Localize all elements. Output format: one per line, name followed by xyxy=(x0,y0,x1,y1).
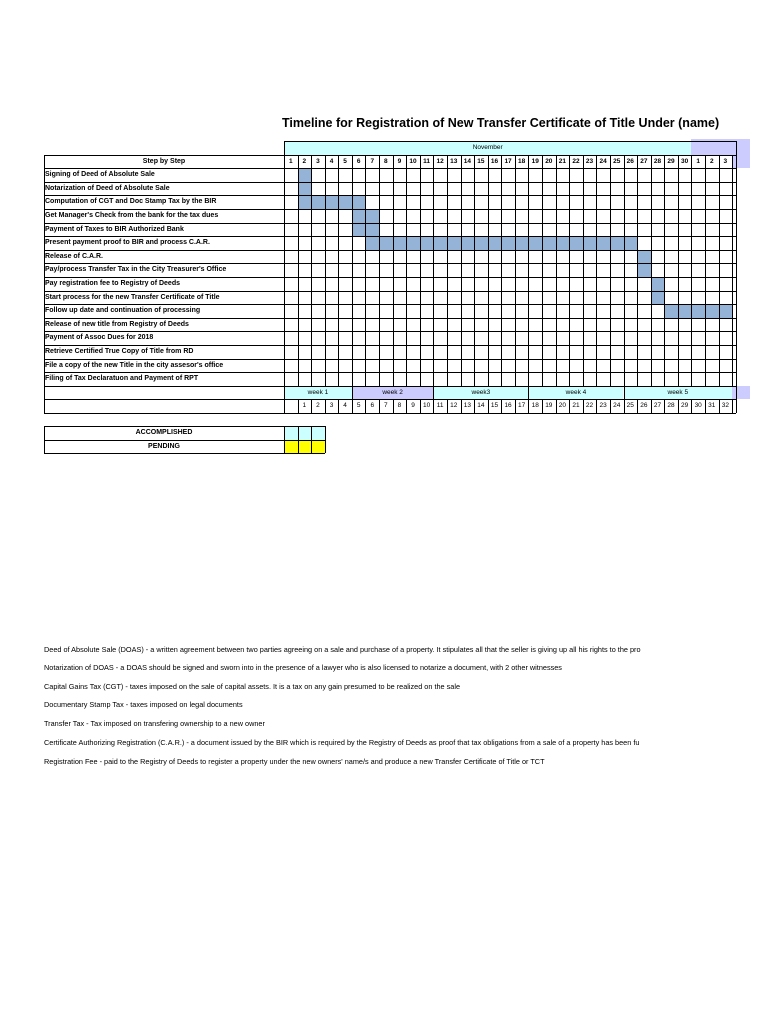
legend-col-line xyxy=(311,426,312,453)
task-bar xyxy=(298,195,366,209)
grid-col-line xyxy=(515,155,516,386)
grid-col-line xyxy=(719,155,720,386)
day-header-cell: 2 xyxy=(709,157,714,165)
grid-row-line xyxy=(44,386,736,387)
grid-row-line xyxy=(44,372,736,373)
task-bar xyxy=(664,304,732,318)
grid-col-line xyxy=(691,399,692,413)
grid-row-line xyxy=(44,331,736,332)
legend-pending-swatch xyxy=(284,440,298,454)
grid-col-line xyxy=(528,399,529,413)
grid-col-line xyxy=(406,155,407,386)
day-header-cell: 5 xyxy=(343,157,347,165)
grid-col-line xyxy=(583,399,584,413)
day-footer-cell: 25 xyxy=(626,402,634,410)
day-footer-cell: 13 xyxy=(463,402,471,410)
grid-col-line xyxy=(379,155,380,386)
grid-row-line xyxy=(44,399,736,400)
day-header-cell: 9 xyxy=(397,157,402,165)
grid-col-line xyxy=(556,155,557,386)
task-label: Release of new title from Registry of Deeds xyxy=(45,320,189,328)
day-header-cell: 17 xyxy=(504,157,512,165)
day-footer-cell: 16 xyxy=(504,402,512,410)
grid-row-line xyxy=(44,209,736,210)
grid-row-line xyxy=(44,155,736,156)
legend-col-line xyxy=(298,426,299,453)
day-header-cell: 25 xyxy=(613,157,621,165)
grid-col-line xyxy=(732,399,733,413)
legend-col-line xyxy=(325,426,326,453)
grid-col-line xyxy=(651,155,652,386)
grid-col-line xyxy=(542,399,543,413)
day-header-cell: 4 xyxy=(329,157,334,165)
grid-col-line xyxy=(610,399,611,413)
task-label: Notarization of Deed of Absolute Sale xyxy=(45,184,170,192)
grid-col-line xyxy=(325,155,326,386)
day-footer-cell: 4 xyxy=(343,402,347,410)
day-footer-cell: 5 xyxy=(356,402,361,410)
grid-col-line xyxy=(736,141,737,413)
day-footer-cell: 27 xyxy=(653,402,662,410)
day-header-cell: 1 xyxy=(696,157,700,165)
grid-col-line xyxy=(705,155,706,386)
task-label: Filing of Tax Declaratuon and Payment of RPT xyxy=(45,375,199,383)
grid-row-line xyxy=(44,359,736,360)
day-footer-cell: 8 xyxy=(397,402,402,410)
grid-col-line xyxy=(732,155,733,386)
grid-col-line xyxy=(298,155,299,386)
legend-row-line xyxy=(44,440,325,441)
day-footer-cell: 10 xyxy=(422,402,431,410)
day-header-cell: 10 xyxy=(409,157,417,165)
grid-row-line xyxy=(44,223,736,224)
grid-col-line xyxy=(556,399,557,413)
day-footer-cell: 2 xyxy=(316,402,320,410)
grid-col-line xyxy=(488,399,489,413)
day-footer-cell: 1 xyxy=(302,402,307,410)
day-header-cell: 11 xyxy=(423,157,431,165)
day-header-cell: 7 xyxy=(370,157,375,165)
day-footer-cell: 23 xyxy=(599,402,607,410)
legend-accomplished-label: ACCOMPLISHED xyxy=(135,429,193,436)
day-footer-cell: 3 xyxy=(329,402,334,410)
task-bar xyxy=(651,277,665,291)
task-label: Get Manager's Check from the bank for the tax dues xyxy=(45,212,219,219)
task-label: Payment of Taxes to BIR Authorized Bank xyxy=(45,225,184,233)
definition-registration-fee: Registration Fee - paid to the Registry of Deeds to register a property under the new owners' name/s and produce a new Transfer Certificate of Title or TCT xyxy=(44,757,545,766)
week-tail xyxy=(732,386,750,400)
day-header-cell: 14 xyxy=(463,157,471,165)
day-header-cell: 22 xyxy=(572,157,580,165)
task-label: File a copy of the new Title in the city assesor's office xyxy=(45,361,224,369)
grid-col-line xyxy=(705,399,706,413)
day-header-cell: 6 xyxy=(356,157,361,165)
grid-col-line xyxy=(420,399,421,413)
grid-row-line xyxy=(44,277,736,278)
grid-col-line xyxy=(44,155,45,413)
grid-col-line xyxy=(406,399,407,413)
grid-col-line xyxy=(637,155,638,386)
grid-col-line xyxy=(379,399,380,413)
grid-col-line xyxy=(596,155,597,386)
day-header-cell: 16 xyxy=(490,157,499,165)
day-footer-cell: 9 xyxy=(411,402,415,410)
grid-col-line xyxy=(664,399,665,413)
grid-col-line xyxy=(338,399,339,413)
day-footer-cell: 26 xyxy=(640,402,648,410)
legend-accomplished-swatch xyxy=(298,426,312,440)
legend-accomplished-swatch xyxy=(284,426,298,440)
day-footer-cell: 17 xyxy=(518,402,526,410)
grid-col-line xyxy=(420,155,421,386)
day-footer-cell: 15 xyxy=(490,402,499,410)
month-label: November xyxy=(472,144,503,151)
task-label: Signing of Deed of Absolute Sale xyxy=(45,171,155,179)
grid-col-line xyxy=(624,386,625,400)
grid-col-line xyxy=(501,399,502,413)
day-header-cell: 23 xyxy=(585,157,594,165)
grid-row-line xyxy=(44,182,736,183)
day-header-cell: 27 xyxy=(640,157,648,165)
step-header: Step by Step xyxy=(142,157,186,165)
task-label: Release of C.A.R. xyxy=(45,252,103,260)
grid-col-line xyxy=(678,155,679,386)
day-header-cell: 18 xyxy=(518,157,526,165)
day-footer-cell: 21 xyxy=(572,402,580,410)
day-header-cell: 29 xyxy=(667,157,675,165)
legend-row-line xyxy=(44,453,325,454)
definition-transfer-tax: Transfer Tax - Tax imposed on transfering ownership to a new owner xyxy=(44,719,265,728)
day-header-cell: 26 xyxy=(626,157,634,165)
grid-row-line xyxy=(44,263,736,264)
grid-col-line xyxy=(433,386,434,400)
day-header-cell: 13 xyxy=(450,157,458,165)
grid-col-line xyxy=(515,399,516,413)
grid-col-line xyxy=(542,155,543,386)
task-label: Pay registration fee to Registry of Deeds xyxy=(45,280,180,287)
day-header-cell: 1 xyxy=(288,157,293,165)
grid-col-line xyxy=(325,399,326,413)
grid-col-line xyxy=(433,155,434,386)
task-bar xyxy=(298,168,312,182)
day-footer-cell: 7 xyxy=(384,402,388,410)
definition-doas: Deed of Absolute Sale (DOAS) - a written agreement between two parties agreeing on a sale and purchase of a property. It stipulates all that the seller is giving up all his rights to the pro xyxy=(44,645,641,654)
grid-row-line xyxy=(44,345,736,346)
definition-cgt: Capital Gains Tax (CGT) - taxes imposed on the sale of capital assets. It is a tax on any gain presumed to be realized on the sale xyxy=(44,682,461,691)
legend-pending-swatch xyxy=(311,440,325,454)
day-footer-cell: 32 xyxy=(721,402,729,410)
grid-row-line xyxy=(44,291,736,292)
grid-col-line xyxy=(528,386,529,400)
day-footer-cell: 14 xyxy=(477,402,485,410)
task-label: Payment of Assoc Dues for 2018 xyxy=(45,334,154,342)
task-label: Retrieve Certified True Copy of Title from RD xyxy=(45,348,194,355)
grid-col-line xyxy=(610,155,611,386)
day-header-cell: 3 xyxy=(316,157,320,165)
day-footer-cell: 22 xyxy=(585,402,594,410)
day-footer-cell: 31 xyxy=(708,402,716,410)
day-header-cell: 12 xyxy=(436,157,444,165)
grid-col-line xyxy=(284,141,285,413)
grid-col-line xyxy=(393,399,394,413)
grid-col-line xyxy=(433,399,434,413)
grid-row-line xyxy=(44,304,736,305)
legend-pending-label: PENDING xyxy=(148,442,180,450)
grid-col-line xyxy=(664,155,665,386)
day-header-cell: 30 xyxy=(680,157,689,165)
task-bar xyxy=(298,182,312,196)
day-footer-cell: 24 xyxy=(613,402,621,410)
task-label: Pay/process Transfer Tax in the City Treasurer's Office xyxy=(45,266,227,274)
day-footer-cell: 12 xyxy=(450,402,458,410)
header-tail xyxy=(732,155,750,169)
day-footer-cell: 6 xyxy=(370,402,375,410)
grid-col-line xyxy=(311,155,312,386)
task-bar xyxy=(637,263,651,277)
day-header-cell: 24 xyxy=(599,157,607,165)
grid-col-line xyxy=(298,399,299,413)
week-label: week 2 xyxy=(382,388,403,396)
day-header-cell: 20 xyxy=(545,157,553,165)
grid-col-line xyxy=(719,399,720,413)
legend-col-line xyxy=(44,426,45,453)
grid-col-line xyxy=(528,155,529,386)
task-bar xyxy=(651,291,665,305)
grid-row-line xyxy=(44,250,736,251)
week-label: week 5 xyxy=(667,388,689,396)
definition-car: Certificate Authorizing Registration (C.A.R.) - a document issued by the BIR which is required by the Registry of Deeds as proof that tax obligations from a sale of a property has been fu xyxy=(44,738,640,747)
grid-row-line xyxy=(44,168,736,169)
task-label: Present payment proof to BIR and process C.A.R. xyxy=(45,239,210,247)
day-footer-cell: 18 xyxy=(531,402,539,410)
task-label: Computation of CGT and Doc Stamp Tax by the BIR xyxy=(45,198,217,206)
grid-col-line xyxy=(637,399,638,413)
legend-col-line xyxy=(284,426,285,453)
week-label: week3 xyxy=(471,388,491,396)
grid-col-line xyxy=(474,399,475,413)
grid-col-line xyxy=(624,155,625,386)
day-footer-cell: 20 xyxy=(558,402,566,410)
week-label: week 1 xyxy=(307,388,329,396)
grid-row-line xyxy=(284,141,736,142)
day-footer-cell: 11 xyxy=(436,402,444,410)
week-label: week 4 xyxy=(565,388,587,396)
grid-col-line xyxy=(583,155,584,386)
legend-accomplished-swatch xyxy=(311,426,325,440)
grid-col-line xyxy=(365,399,366,413)
grid-col-line xyxy=(461,155,462,386)
task-label: Start process for the new Transfer Certificate of Title xyxy=(45,293,220,301)
grid-row-line xyxy=(44,236,736,237)
grid-col-line xyxy=(569,155,570,386)
day-header-cell: 3 xyxy=(723,157,728,165)
grid-col-line xyxy=(447,155,448,386)
day-header-cell: 8 xyxy=(384,157,388,165)
grid-col-line xyxy=(651,399,652,413)
day-footer-cell: 29 xyxy=(680,402,689,410)
definition-doc-stamp-tax: Documentary Stamp Tax - taxes imposed on legal documents xyxy=(44,700,243,709)
grid-col-line xyxy=(352,155,353,386)
grid-col-line xyxy=(393,155,394,386)
day-footer-cell: 30 xyxy=(694,402,702,410)
day-header-cell: 15 xyxy=(477,157,485,165)
grid-col-line xyxy=(569,399,570,413)
grid-row-line xyxy=(44,413,736,414)
grid-col-line xyxy=(461,399,462,413)
grid-col-line xyxy=(501,155,502,386)
grid-col-line xyxy=(678,399,679,413)
grid-col-line xyxy=(447,399,448,413)
grid-col-line xyxy=(488,155,489,386)
grid-col-line xyxy=(365,155,366,386)
page-title: Timeline for Registration of New Transfer Certificate of Title Under (name) xyxy=(282,116,720,130)
grid-col-line xyxy=(338,155,339,386)
legend-pending-swatch xyxy=(298,440,312,454)
day-header-cell: 2 xyxy=(302,157,307,165)
grid-col-line xyxy=(474,155,475,386)
legend-row-line xyxy=(44,426,325,427)
day-header-cell: 21 xyxy=(558,157,566,165)
grid-row-line xyxy=(44,318,736,319)
grid-col-line xyxy=(691,155,692,386)
grid-col-line xyxy=(352,386,353,400)
day-header-cell: 19 xyxy=(531,157,539,165)
task-bar xyxy=(637,250,651,264)
grid-col-line xyxy=(596,399,597,413)
task-label: Follow up date and continuation of processing xyxy=(45,307,201,315)
grid-col-line xyxy=(311,399,312,413)
day-footer-cell: 19 xyxy=(545,402,553,410)
definition-notarization: Notarization of DOAS - a DOAS should be signed and sworn into in the presence of a lawyer who is also licensed to notarize a document, with 2 other witnesses xyxy=(44,663,562,672)
day-footer-cell: 28 xyxy=(667,402,675,410)
grid-col-line xyxy=(624,399,625,413)
day-header-cell: 28 xyxy=(653,157,662,165)
grid-col-line xyxy=(352,399,353,413)
grid-row-line xyxy=(44,195,736,196)
